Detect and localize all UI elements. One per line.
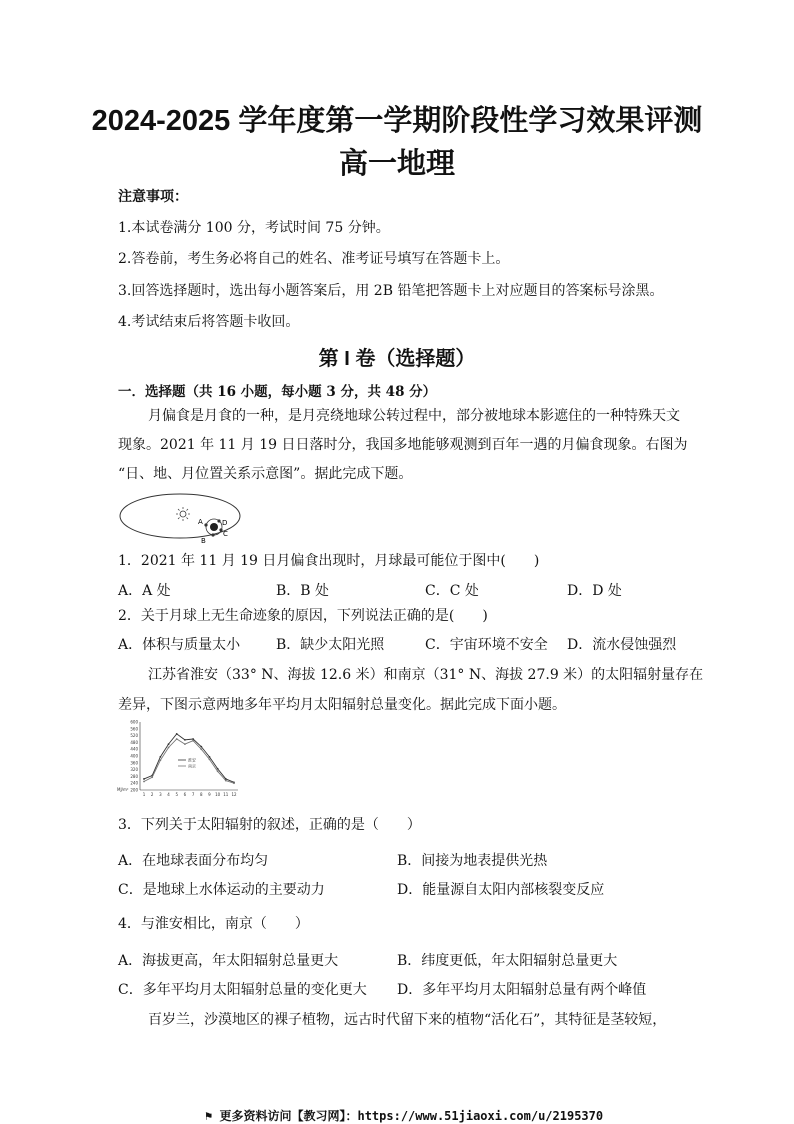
data-point <box>192 740 194 742</box>
legend-label: 淮安 <box>188 757 196 763</box>
q1-option-c[interactable]: C．C 处 <box>425 583 479 599</box>
x-tick-label: 12 <box>231 792 237 797</box>
q3-stem: 3．下列关于太阳辐射的叙述，正确的是（ ） <box>118 817 421 833</box>
q2-option-a[interactable]: A．体积与质量太小 <box>118 637 241 653</box>
solar-radiation-chart <box>116 718 246 802</box>
data-point <box>184 743 186 745</box>
y-tick-label: 520 <box>130 733 138 739</box>
data-point <box>176 733 178 735</box>
q3-option-d[interactable]: D．能量源自太阳内部核裂变反应 <box>397 882 605 898</box>
x-tick-label: 2 <box>150 792 154 797</box>
x-axis-ticks <box>143 792 237 797</box>
data-point <box>168 747 170 749</box>
y-tick-label: 560 <box>130 726 138 732</box>
label-a: A <box>198 518 203 526</box>
q3-option-b[interactable]: B．间接为地表提供光热 <box>397 853 548 869</box>
q2-option-d[interactable]: D．流水侵蚀强烈 <box>567 637 677 653</box>
x-tick-label: 4 <box>167 792 170 797</box>
x-tick-label: 11 <box>223 792 229 797</box>
passage2-line-2: 差异，下图示意两地多年平均月太阳辐射总量变化。据此完成下面小题。 <box>118 697 566 713</box>
y-tick-label: 400 <box>130 753 138 759</box>
data-point <box>209 756 211 758</box>
data-point <box>176 738 178 740</box>
y-tick-label: 600 <box>130 719 138 725</box>
q1-option-d[interactable]: D．D 处 <box>567 583 622 599</box>
sun-earth-moon-diagram <box>116 490 246 548</box>
q2-option-c[interactable]: C．宇宙环境不安全 <box>425 637 548 653</box>
y-tick-label: 200 <box>130 787 138 793</box>
y-tick-label: 320 <box>130 767 138 773</box>
chart-legend <box>178 757 196 769</box>
q4-stem: 4．与淮安相比，南京（ ） <box>118 916 309 932</box>
data-point <box>159 756 161 758</box>
q1-stem: 1．2021 年 11 月 19 日月偏食出现时，月球最可能位于图中( ) <box>118 553 540 569</box>
q4-option-c[interactable]: C．多年平均月太阳辐射总量的变化更大 <box>118 982 367 998</box>
exam-subject: 高一地理 <box>338 148 455 180</box>
passage1-line-1: 月偏食是月食的一种，是月亮绕地球公转过程中，部分被地球本影遮住的一种特殊天文 <box>148 408 680 424</box>
y-tick-label: 440 <box>130 746 138 752</box>
q1-option-b[interactable]: B．B 处 <box>276 583 330 599</box>
x-tick-label: 7 <box>191 792 195 797</box>
q1-option-a[interactable]: A．A 处 <box>118 583 171 599</box>
sun-icon <box>180 511 186 517</box>
y-tick-label: 360 <box>130 760 138 766</box>
passage1-line-2: 现象。2021 年 11 月 19 日日落时分，我国多地能够观测到百年一遇的月偏食现象。右图为 <box>118 437 688 453</box>
x-tick-label: 6 <box>183 792 187 797</box>
q4-option-a[interactable]: A．海拔更高，年太阳辐射总量更大 <box>118 953 339 969</box>
label-c: C <box>223 530 228 538</box>
data-point <box>217 768 219 770</box>
x-tick-label: 1 <box>142 792 146 797</box>
data-point <box>143 778 145 780</box>
q2-option-b[interactable]: B．缺少太阳光照 <box>276 637 385 653</box>
data-point <box>200 748 202 750</box>
footer-text: 更多资料访问【教习网】：https://www.51jiaoxi.com/u/2195370 <box>219 1109 604 1123</box>
part-heading: 一．选择题（共 16 小题，每小题 3 分，共 48 分） <box>118 384 437 400</box>
note-item-3: 3.回答选择题时，选出每小题答案后，用 2B 铅笔把答题卡上对应题目的答案标号涂黑。 <box>118 283 664 299</box>
footer-link[interactable] <box>205 1107 603 1124</box>
data-point <box>217 770 219 772</box>
sun-rays <box>176 507 190 521</box>
y-tick-label: 240 <box>130 780 138 786</box>
earth-icon <box>210 523 218 531</box>
notes-heading: 注意事项： <box>118 189 188 205</box>
data-point <box>233 782 235 784</box>
passage3-line: 百岁兰，沙漠地区的裸子植物，远古时代留下来的植物“活化石”，其特征是茎较短， <box>148 1012 667 1028</box>
x-tick-label: 8 <box>199 792 203 797</box>
x-tick-label: 3 <box>159 792 162 797</box>
data-point <box>168 743 170 745</box>
y-tick-label: 480 <box>130 739 138 745</box>
label-b: B <box>201 537 206 545</box>
data-point <box>200 746 202 748</box>
y-tick-label: 280 <box>130 773 138 779</box>
note-item-1: 1.本试卷满分 100 分，考试时间 75 分钟。 <box>118 220 390 236</box>
q3-option-c[interactable]: C．是地球上水体运动的主要动力 <box>118 882 325 898</box>
x-tick-label: 5 <box>175 792 179 797</box>
passage2-line-1: 江苏省淮安（33° N、海拔 12.6 米）和南京（31° N、海拔 27.9 米）的太阳辐射量存在 <box>148 667 704 683</box>
q3-option-a[interactable]: A．在地球表面分布均匀 <box>118 853 269 869</box>
q4-option-d[interactable]: D．多年平均月太阳辐射总量有两个峰值 <box>397 982 647 998</box>
data-point <box>209 759 211 761</box>
q4-option-b[interactable]: B．纬度更低，年太阳辐射总量更大 <box>397 953 618 969</box>
note-item-4: 4.考试结束后将答题卡收回。 <box>118 314 300 330</box>
x-tick-label: 10 <box>215 792 221 797</box>
legend-label: 南京 <box>188 763 196 769</box>
data-point <box>225 780 227 782</box>
data-point <box>143 781 145 783</box>
y-axis-label: MJ/m² <box>117 787 129 792</box>
label-d: D <box>222 519 228 527</box>
q2-stem: 2．关于月球上无生命迹象的原因，下列说法正确的是( ) <box>118 608 488 624</box>
x-tick-label: 9 <box>208 792 211 797</box>
data-point <box>151 776 153 778</box>
exam-title: 2024-2025 学年度第一学期阶段性学习效果评测 <box>91 105 703 137</box>
section-title: 第 I 卷（选择题） <box>318 348 476 370</box>
data-point <box>159 759 161 761</box>
passage1-line-3: “日、地、月位置关系示意图”。据此完成下题。 <box>118 466 413 482</box>
data-point <box>192 738 194 740</box>
data-point <box>184 739 186 741</box>
note-item-2: 2.答卷前，考生务必将自己的姓名、准考证号填写在答题卡上。 <box>118 251 510 267</box>
flag-icon: ⚑ <box>205 1109 213 1123</box>
y-axis-ticks <box>130 720 138 793</box>
